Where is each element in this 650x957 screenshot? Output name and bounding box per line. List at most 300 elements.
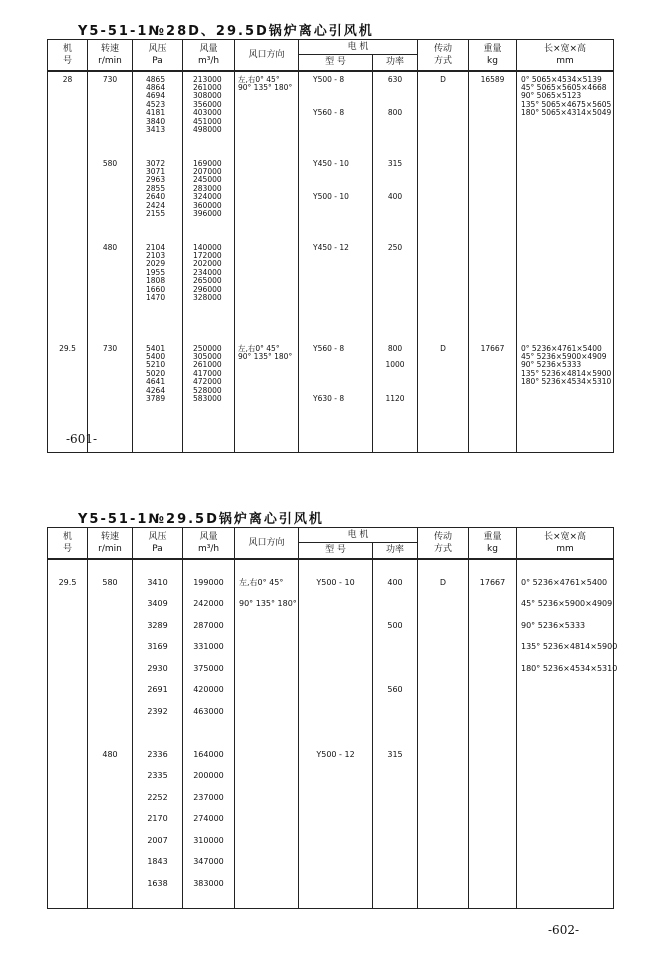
cell-line (521, 118, 613, 126)
cell-line: 180° 5236×4534×5310 (521, 377, 612, 387)
cell-line (313, 202, 372, 210)
cell-line (88, 615, 132, 637)
cell-line: 498000 (193, 124, 222, 134)
cell-line: 420000 (193, 685, 224, 694)
cell-line: 4181 (146, 108, 166, 118)
cell-line (238, 92, 298, 100)
cell-line (238, 126, 298, 134)
cell-line: 90° 5065×5123 (521, 91, 582, 101)
column-dimensions (517, 559, 618, 909)
cell-line (299, 636, 372, 658)
cell-line: 90° 5236×5333 (521, 620, 586, 630)
column-flow (183, 559, 235, 909)
cell-line: 5401 (146, 343, 166, 353)
cell-line (373, 722, 417, 744)
cell-line (313, 227, 372, 235)
cell-line: 3169 (147, 642, 168, 651)
cell-line: 360000 (193, 200, 222, 210)
cell-line (299, 722, 372, 744)
cell-line: 580 (102, 158, 118, 168)
cell-line (193, 302, 234, 310)
cell-line (238, 319, 298, 327)
cell-line (238, 218, 298, 226)
cell-line: 164000 (193, 749, 224, 759)
cell-line: 308000 (193, 91, 222, 101)
cell-line: 3072 (146, 158, 166, 168)
cell-line: 3410 (147, 577, 168, 587)
cell-line: 3289 (147, 620, 168, 630)
cell-line: 400 (387, 577, 403, 587)
cell-line: 265000 (193, 276, 222, 286)
cell-line (193, 134, 234, 142)
header-motor: 电 机 (299, 528, 418, 543)
cell-line: 4865 (146, 74, 166, 84)
header-weight: 重量 kg (469, 528, 517, 559)
cell-line: 630 (387, 74, 403, 84)
cell-line: 90° 135° 180° (239, 599, 297, 608)
cell-line: 4864 (146, 82, 166, 92)
cell-line: 169000 (193, 158, 222, 168)
cell-line (521, 202, 613, 210)
cell-line (521, 160, 613, 168)
column-motor-power (373, 559, 418, 909)
cell-line (238, 101, 298, 109)
cell-line: 396000 (193, 209, 222, 218)
cell-line: 383000 (193, 878, 224, 888)
fan-spec-table-602 (47, 527, 618, 909)
cell-line: 2007 (147, 835, 168, 845)
cell-line: 199000 (193, 577, 224, 587)
header-speed: 转速 r/min (88, 528, 133, 559)
cell-line (313, 277, 372, 285)
cell-line: 242000 (193, 599, 224, 608)
cell-line: 356000 (193, 99, 222, 109)
cell-line: 463000 (193, 706, 224, 716)
cell-line (238, 151, 298, 159)
column-speed (88, 559, 133, 909)
cell-line (238, 311, 298, 319)
cell-line (299, 593, 372, 615)
fan-spec-table-601 (47, 39, 614, 453)
header-no: 机 号 (48, 528, 88, 559)
header-dimensions: 长×宽×高 mm (517, 40, 614, 71)
cell-line: 580 (102, 577, 118, 587)
cell-line: 1470 (146, 293, 166, 303)
column-machine-no (48, 559, 88, 909)
cell-line: 1660 (146, 284, 166, 294)
cell-line (193, 227, 234, 235)
cell-line (193, 143, 234, 151)
cell-line (373, 701, 417, 723)
cell-line: 245000 (193, 175, 222, 185)
cell-line (88, 658, 132, 680)
cell-line (238, 168, 298, 176)
cell-line (313, 126, 372, 134)
cell-line: 202000 (193, 259, 222, 269)
header-weight: 重量 kg (469, 40, 517, 71)
cell-line: 800 (387, 343, 403, 353)
cell-line: 500 (387, 620, 403, 630)
cell-line (521, 185, 613, 193)
cell-line (238, 193, 298, 201)
cell-line (373, 636, 417, 658)
header-motor-model: 型 号 (299, 543, 373, 559)
cell-line: Y450 - 12 (313, 242, 349, 252)
cell-line (313, 84, 372, 92)
cell-line: 172000 (193, 251, 222, 261)
cell-line: 237000 (193, 792, 224, 802)
cell-line: 403000 (193, 108, 222, 118)
cell-line (313, 143, 372, 151)
cell-line (521, 319, 613, 327)
cell-line: 417000 (193, 368, 222, 378)
cell-line: 2424 (146, 200, 166, 210)
cell-line: 207000 (193, 166, 222, 176)
cell-line: 2335 (147, 771, 168, 780)
cell-line (238, 176, 298, 184)
cell-line: 347000 (193, 857, 224, 866)
cell-line: 1843 (147, 857, 168, 866)
header-no: 机 号 (48, 40, 88, 71)
cell-line: D (440, 74, 446, 84)
cell-line: 1808 (146, 276, 166, 286)
cell-line: 528000 (193, 385, 222, 395)
cell-line: 0° 5236×4761×5400 (521, 577, 608, 587)
cell-line: 296000 (193, 284, 222, 294)
header-speed: 转速 r/min (88, 40, 133, 71)
cell-line (238, 269, 298, 277)
column-motor-model (299, 559, 373, 909)
cell-line (146, 134, 182, 142)
cell-line: 2029 (146, 259, 166, 269)
cell-line: 3789 (146, 393, 166, 403)
cell-line: 200000 (193, 771, 224, 780)
cell-line (521, 269, 613, 277)
page-title-602: Y5-51-1№29.5D锅炉离心引风机 (78, 512, 324, 527)
cell-line (521, 176, 613, 184)
header-flow: 风量 m³/h (183, 40, 235, 71)
cell-line: Y500 - 10 (313, 192, 349, 202)
cell-line (238, 294, 298, 302)
cell-line (313, 92, 372, 100)
cell-line: 45° 5236×5900×4909 (521, 599, 613, 608)
cell-line (238, 210, 298, 218)
cell-line: 583000 (193, 393, 222, 403)
header-drive: 传动 方式 (418, 40, 469, 71)
cell-line: 3071 (146, 166, 166, 176)
cell-line: 2155 (146, 209, 166, 218)
cell-line (238, 143, 298, 151)
cell-line (193, 218, 234, 226)
cell-line: Y500 - 8 (313, 74, 345, 84)
cell-line: 135° 5236×4814×5900 (521, 368, 612, 378)
cell-line: 4264 (146, 385, 166, 395)
cell-line: 451000 (193, 116, 222, 126)
cell-line: 261000 (193, 82, 222, 92)
cell-line: 29.5 (59, 343, 76, 353)
cell-line: 315 (387, 749, 403, 759)
cell-line: Y500 - 10 (316, 577, 355, 587)
cell-line: 90° 5236×5333 (521, 360, 582, 370)
cell-line: Y630 - 8 (313, 393, 345, 403)
cell-line: 3840 (146, 116, 166, 126)
cell-line (146, 218, 182, 226)
cell-line (313, 286, 372, 294)
cell-line: 2103 (146, 251, 166, 261)
cell-line (313, 168, 372, 176)
cell-line: 2963 (146, 175, 166, 185)
cell-line (88, 701, 132, 723)
cell-line (521, 168, 613, 176)
column-outlet-direction (235, 559, 299, 909)
cell-line (521, 277, 613, 285)
cell-line (238, 118, 298, 126)
cell-line: 180° 5065×4314×5049 (521, 108, 612, 118)
cell-line: 2170 (147, 814, 168, 823)
column-pressure (133, 71, 183, 453)
cell-line: D (439, 577, 447, 587)
cell-line: 3409 (147, 599, 168, 608)
cell-line: 305000 (193, 351, 222, 361)
cell-line (313, 302, 372, 310)
cell-line: 17667 (480, 343, 505, 353)
cell-line: 2930 (147, 663, 168, 673)
cell-line: D (440, 343, 446, 353)
cell-line (373, 658, 417, 680)
cell-line: 5400 (146, 351, 166, 361)
cell-line: 3413 (146, 124, 166, 134)
cell-line (313, 311, 372, 319)
cell-line (146, 302, 182, 310)
cell-line (313, 260, 372, 268)
cell-line: Y450 - 10 (313, 158, 349, 168)
cell-line (238, 260, 298, 268)
column-drive (418, 71, 469, 453)
column-machine-no (48, 71, 88, 453)
cell-line (88, 636, 132, 658)
cell-line: 5020 (146, 368, 166, 378)
cell-line: 310000 (193, 835, 224, 845)
cell-line (238, 134, 298, 142)
cell-line (521, 235, 613, 243)
cell-line (313, 370, 372, 378)
cell-line: 234000 (193, 267, 222, 277)
cell-line: 1120 (385, 393, 405, 403)
cell-line (193, 319, 234, 327)
cell-line: Y560 - 8 (313, 108, 345, 118)
cell-line (238, 277, 298, 285)
cell-line (313, 118, 372, 126)
cell-line (238, 328, 298, 336)
column-drive (418, 559, 469, 909)
cell-line: 2640 (146, 192, 166, 202)
page-number-601: -601- (66, 432, 98, 446)
cell-line: 261000 (193, 360, 222, 370)
column-weight (469, 71, 517, 453)
cell-line (183, 722, 234, 744)
cell-line (521, 311, 613, 319)
cell-line: Y560 - 8 (313, 343, 345, 353)
cell-line: 45° 5236×5900×4909 (521, 351, 607, 361)
cell-line: 1955 (146, 267, 166, 277)
cell-line (521, 328, 613, 336)
header-pressure: 风压 Pa (133, 528, 183, 559)
cell-line (146, 143, 182, 151)
cell-line: 213000 (193, 74, 222, 84)
cell-line: 17667 (479, 577, 506, 587)
cell-line: 800 (387, 108, 403, 118)
cell-line (521, 210, 613, 218)
column-speed (88, 71, 133, 453)
cell-line (146, 311, 182, 319)
cell-line (313, 378, 372, 386)
cell-line (521, 218, 613, 226)
header-outlet: 风口方向 (235, 528, 299, 559)
cell-line: 4694 (146, 91, 166, 101)
header-pressure: 风压 Pa (133, 40, 183, 71)
cell-line (313, 353, 372, 361)
cell-line: 左,右0° 45° (238, 343, 280, 353)
cell-line: 2691 (147, 685, 168, 694)
cell-line: 2336 (147, 749, 168, 759)
cell-line: 左,右0° 45° (239, 577, 284, 587)
cell-line (313, 218, 372, 226)
column-motor-model (299, 71, 373, 453)
cell-line (238, 252, 298, 260)
column-dimensions (517, 71, 614, 453)
cell-line (521, 302, 613, 310)
cell-line (521, 244, 613, 252)
cell-line (146, 328, 182, 336)
cell-line: 1000 (385, 360, 405, 370)
page-title-601: Y5-51-1№28D、29.5D锅炉离心引风机 (78, 24, 374, 39)
cell-line (521, 143, 613, 151)
cell-line (238, 202, 298, 210)
cell-line: 328000 (193, 293, 222, 303)
cell-line (88, 722, 132, 744)
cell-line: 1638 (147, 878, 168, 888)
header-dimensions: 长×宽×高 mm (517, 528, 614, 559)
cell-line: 140000 (193, 242, 222, 252)
cell-line: 90° 135° 180° (238, 351, 293, 361)
cell-line: 2855 (146, 183, 166, 193)
cell-line (313, 294, 372, 302)
cell-line (299, 679, 372, 701)
cell-line: 375000 (193, 663, 224, 673)
cell-line: Y500 - 12 (316, 749, 355, 759)
cell-line (299, 658, 372, 680)
header-flow: 风量 m³/h (183, 528, 235, 559)
cell-line (133, 722, 182, 744)
cell-line (238, 244, 298, 252)
cell-line: 2392 (147, 706, 168, 716)
cell-line: 180° 5236×4534×5310 (521, 663, 618, 673)
cell-line: 472000 (193, 377, 222, 387)
cell-line (521, 286, 613, 294)
cell-line (238, 227, 298, 235)
cell-line (238, 185, 298, 193)
cell-line: 480 (102, 242, 118, 252)
cell-line (193, 328, 234, 336)
cell-line (521, 294, 613, 302)
cell-line (313, 134, 372, 142)
cell-line (313, 210, 372, 218)
cell-line (313, 319, 372, 327)
cell-line: 324000 (193, 192, 222, 202)
cell-line: 400 (387, 192, 403, 202)
cell-line (88, 593, 132, 615)
cell-line (238, 109, 298, 117)
cell-line: 左,右0° 45° (238, 74, 280, 84)
cell-line (313, 328, 372, 336)
cell-line (238, 160, 298, 168)
cell-line: 5210 (146, 360, 166, 370)
cell-line: 274000 (193, 814, 224, 823)
cell-line (238, 235, 298, 243)
cell-line: 16589 (480, 74, 505, 84)
cell-line: 730 (102, 343, 118, 353)
cell-line (88, 679, 132, 701)
cell-line: 287000 (193, 620, 224, 630)
cell-line (521, 126, 613, 134)
column-pressure (133, 559, 183, 909)
cell-line (238, 286, 298, 294)
cell-line (193, 311, 234, 319)
cell-line: 29.5 (58, 577, 77, 587)
cell-line: 315 (387, 158, 403, 168)
column-flow (183, 71, 235, 453)
cell-line: 560 (387, 685, 403, 694)
header-outlet: 风口方向 (235, 40, 299, 71)
cell-line: 0° 5065×4534×5139 (521, 74, 602, 84)
cell-line (313, 176, 372, 184)
cell-line: 283000 (193, 183, 222, 193)
cell-line: 4641 (146, 377, 166, 387)
cell-line (146, 319, 182, 327)
header-drive: 传动 方式 (418, 528, 469, 559)
cell-line (521, 193, 613, 201)
cell-line (521, 227, 613, 235)
cell-line (521, 260, 613, 268)
cell-line: 135° 5065×4675×5605 (521, 99, 612, 109)
cell-line: 2104 (146, 242, 166, 252)
cell-line: 250 (387, 242, 403, 252)
cell-line: 28 (62, 74, 73, 84)
column-outlet-direction (235, 71, 299, 453)
cell-line (373, 593, 417, 615)
cell-line: 135° 5236×4814×5900 (521, 642, 618, 651)
cell-line (299, 701, 372, 723)
header-motor-power: 功率 (373, 55, 418, 71)
cell-line: 90° 135° 180° (238, 82, 293, 92)
cell-line (521, 252, 613, 260)
cell-line: 331000 (193, 642, 224, 651)
column-weight (469, 559, 517, 909)
cell-line: 250000 (193, 343, 222, 353)
cell-line (146, 227, 182, 235)
cell-line: 0° 5236×4761×5400 (521, 343, 602, 353)
cell-line (313, 269, 372, 277)
cell-line: 4523 (146, 99, 166, 109)
cell-line: 480 (102, 749, 118, 759)
column-motor-power (373, 71, 418, 453)
cell-line: 2252 (147, 792, 168, 802)
cell-line (238, 302, 298, 310)
cell-line (521, 134, 613, 142)
cell-line (521, 151, 613, 159)
cell-line (313, 252, 372, 260)
cell-line (299, 615, 372, 637)
